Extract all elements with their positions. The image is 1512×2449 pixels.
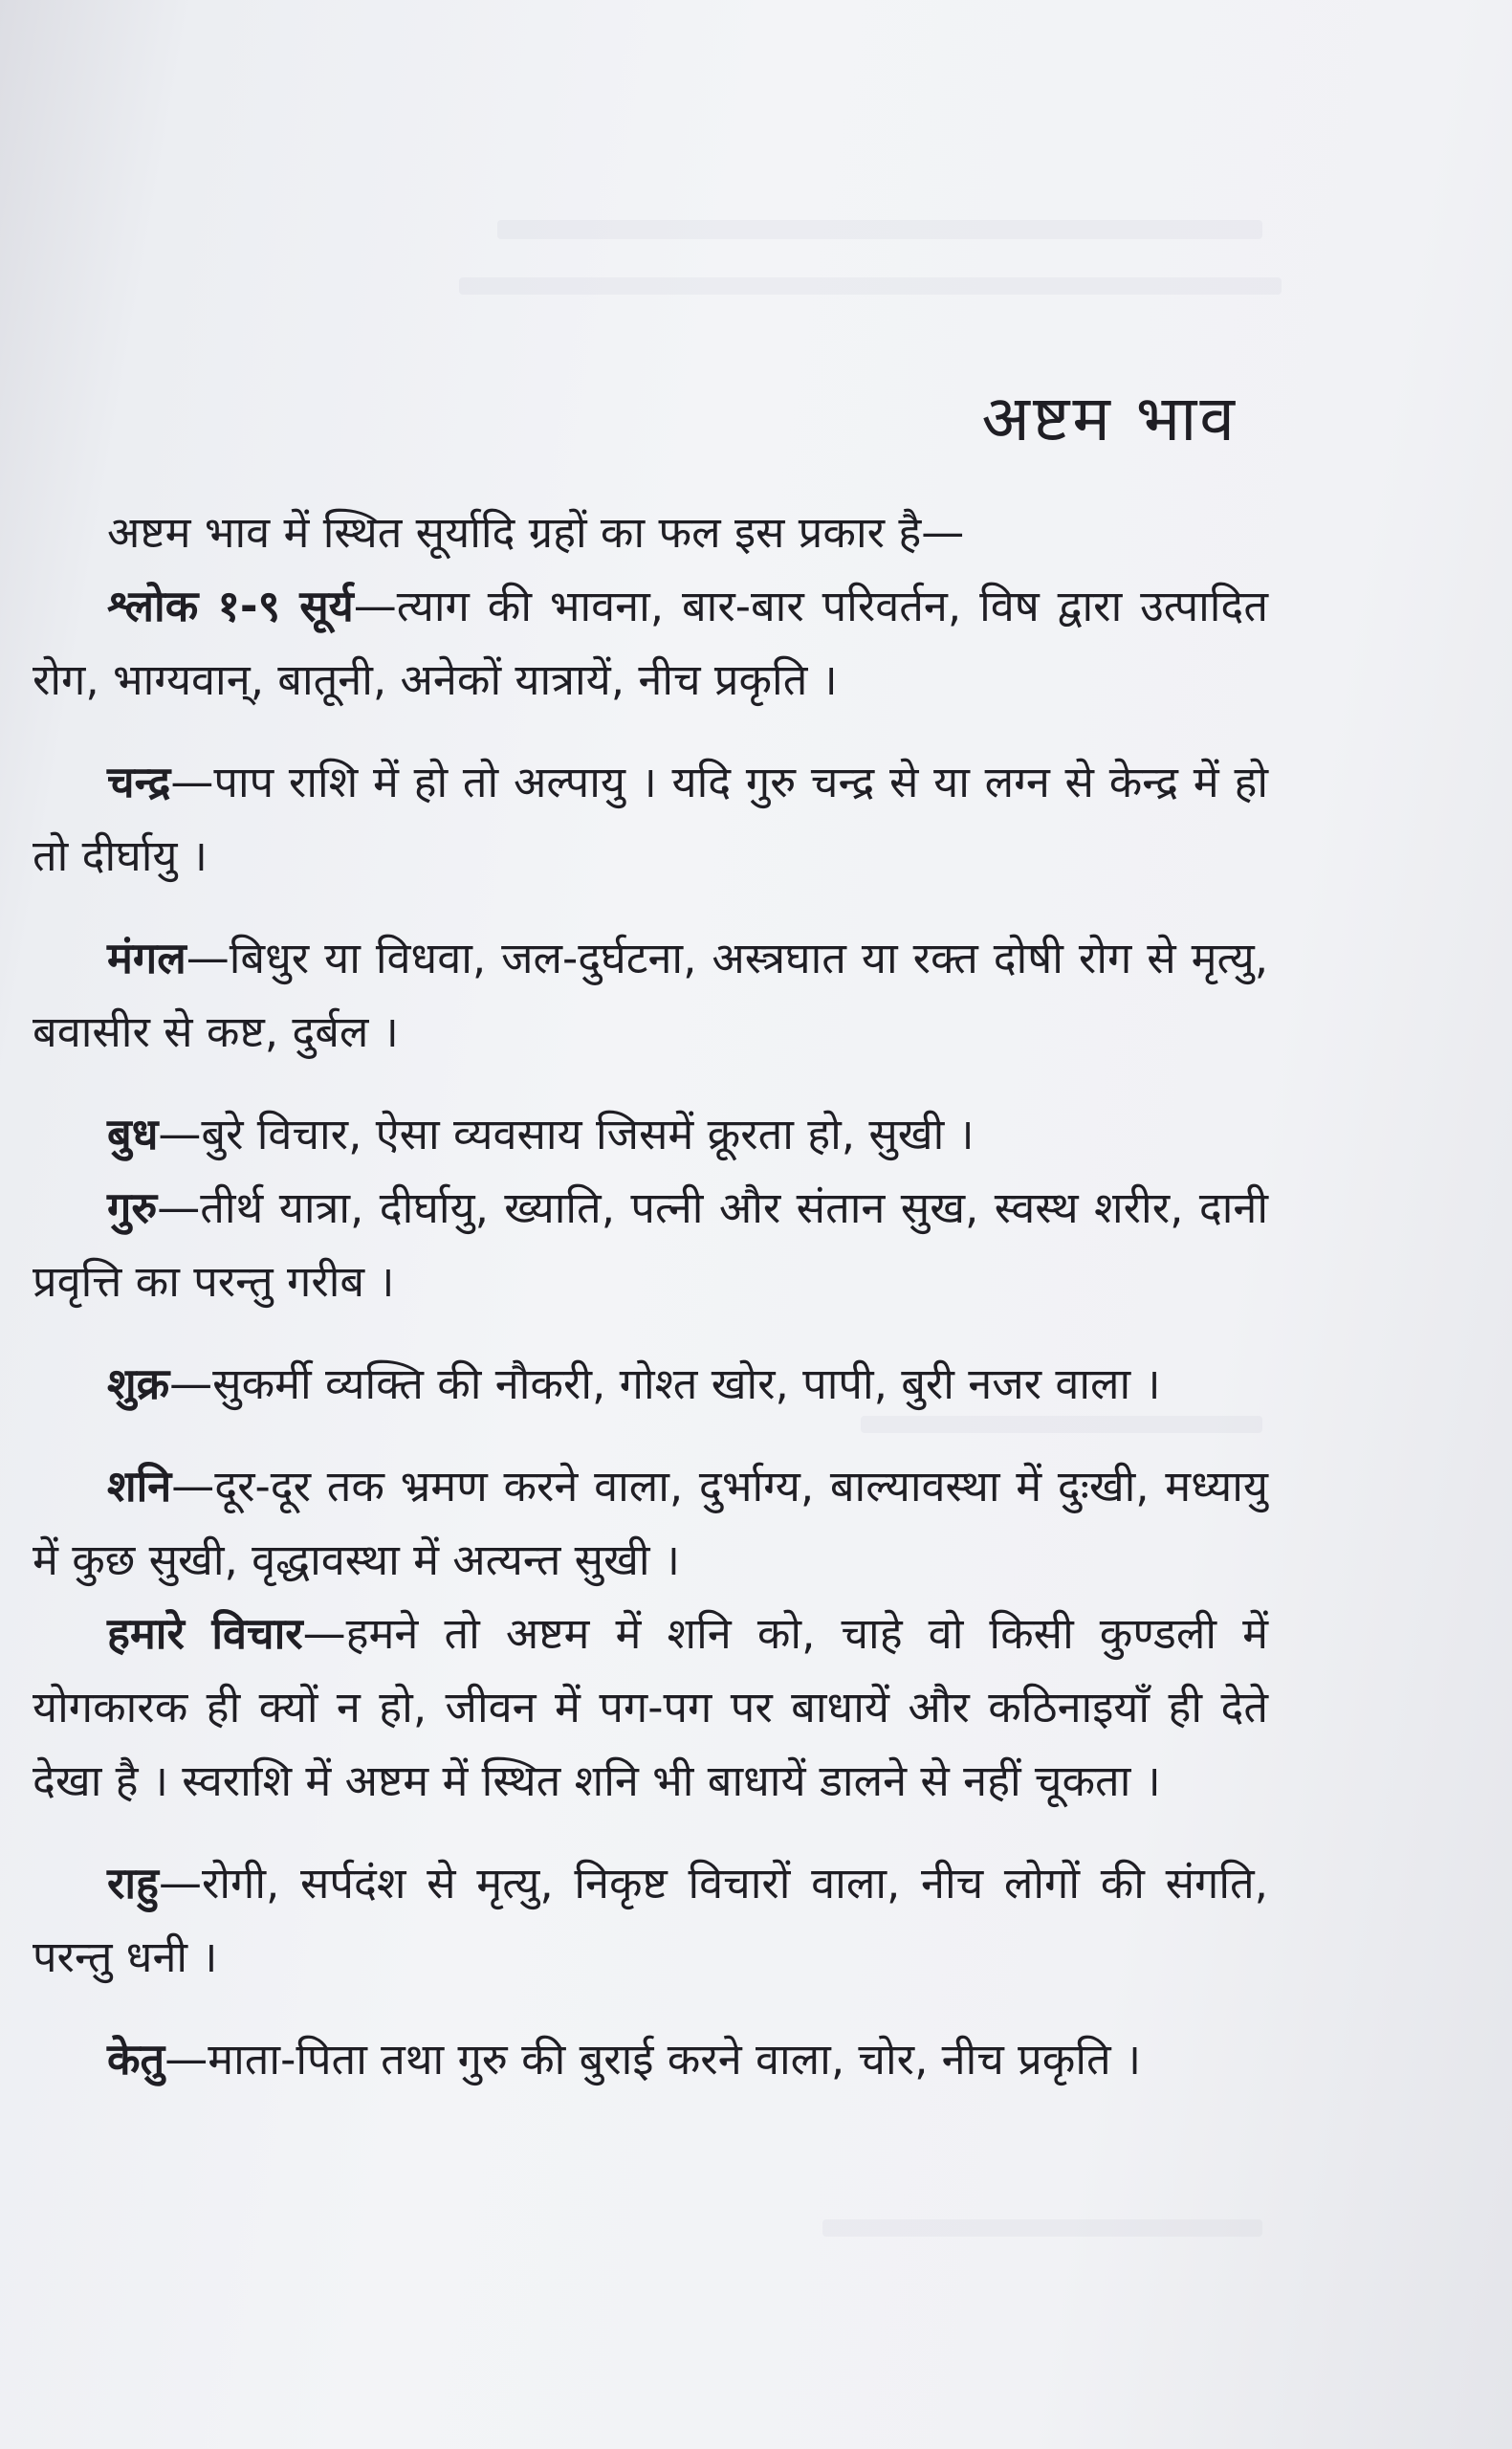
label-saturn: शनि	[107, 1461, 172, 1511]
paragraph-our-views	[33, 1597, 1268, 1818]
text-sun: —त्याग की भावना, बार-बार परिवर्तन, विष द्वारा उत्पादित रोग, भाग्यवान्, बातूनी, अनेकों यात्रायें, नीच प्रकृति ।	[33, 581, 1268, 705]
text-moon: —पाप राशि में हो तो अल्पायु । यदि गुरु चन्द्र से या लग्न से केन्द्र में हो तो दीर्घायु ।	[33, 757, 1268, 881]
label-jupiter: गुरु	[107, 1182, 158, 1233]
label-mars: मंगल	[107, 933, 186, 983]
label-moon: चन्द्र	[107, 757, 171, 807]
show-through-text	[822, 2219, 1262, 2237]
label-ketu: केतु	[107, 2034, 165, 2085]
body-text	[33, 496, 1268, 2125]
paragraph-mercury	[33, 1097, 1268, 1171]
text-rahu: —रोगी, सर्पदंश से मृत्यु, निकृष्ट विचारों वाला, नीच लोगों की संगति, परन्तु धनी ।	[33, 1858, 1268, 1982]
label-rahu: राहु	[107, 1858, 159, 1908]
show-through-text	[459, 277, 1282, 295]
paragraph-moon	[33, 745, 1268, 893]
text-our-views: —हमने तो अष्टम में शनि को, चाहे वो किसी कुण्डली में योगकारक ही क्यों न हो, जीवन में पग-पग पर बाधायें और कठिनाइयाँ ही देते देखा है । स्वराशि में अष्टम में स्थित शनि भी बाधायें डालने से नहीं चूकता ।	[33, 1608, 1268, 1806]
paragraph-saturn	[33, 1449, 1268, 1597]
paragraph-venus	[33, 1347, 1268, 1421]
intro-paragraph: अष्टम भाव में स्थित सूर्यादि ग्रहों का फल इस प्रकार है—	[107, 507, 965, 558]
label-our-views: हमारे विचार	[107, 1608, 303, 1659]
text-mercury: —बुरे विचार, ऐसा व्यवसाय जिसमें क्रूरता हो, सुखी ।	[158, 1109, 975, 1159]
label-sun: श्लोक १-९ सूर्य	[107, 581, 354, 631]
text-venus: —सुकर्मी व्यक्ति की नौकरी, गोश्त खोर, पापी, बुरी नजर वाला ।	[169, 1358, 1161, 1409]
paragraph-rahu	[33, 1846, 1268, 1994]
paragraph-ketu	[33, 2022, 1268, 2096]
label-mercury: बुध	[107, 1109, 159, 1159]
text-saturn: —दूर-दूर तक भ्रमण करने वाला, दुर्भाग्य, बाल्यावस्था में दुःखी, मध्यायु में कुछ सुखी, वृद्धावस्था में अत्यन्त सुखी ।	[33, 1461, 1268, 1585]
show-through-text	[497, 220, 1262, 239]
text-ketu: —माता-पिता तथा गुरु की बुराई करने वाला, चोर, नीच प्रकृति ।	[164, 2034, 1142, 2085]
text-mars: —बिधुर या विधवा, जल-दुर्घटना, अस्त्रघात या रक्त दोषी रोग से मृत्यु, बवासीर से कष्ट, दुर्बल ।	[33, 933, 1268, 1057]
chapter-heading: अष्टम भाव	[981, 382, 1238, 455]
paragraph-mars	[33, 921, 1268, 1069]
paragraph-jupiter	[33, 1171, 1268, 1318]
label-venus: शुक्र	[107, 1358, 170, 1409]
paragraph-sun	[33, 569, 1268, 717]
text-jupiter: —तीर्थ यात्रा, दीर्घायु, ख्याति, पत्नी और संतान सुख, स्वस्थ शरीर, दानी प्रवृत्ति का परन्तु गरीब ।	[33, 1182, 1268, 1307]
